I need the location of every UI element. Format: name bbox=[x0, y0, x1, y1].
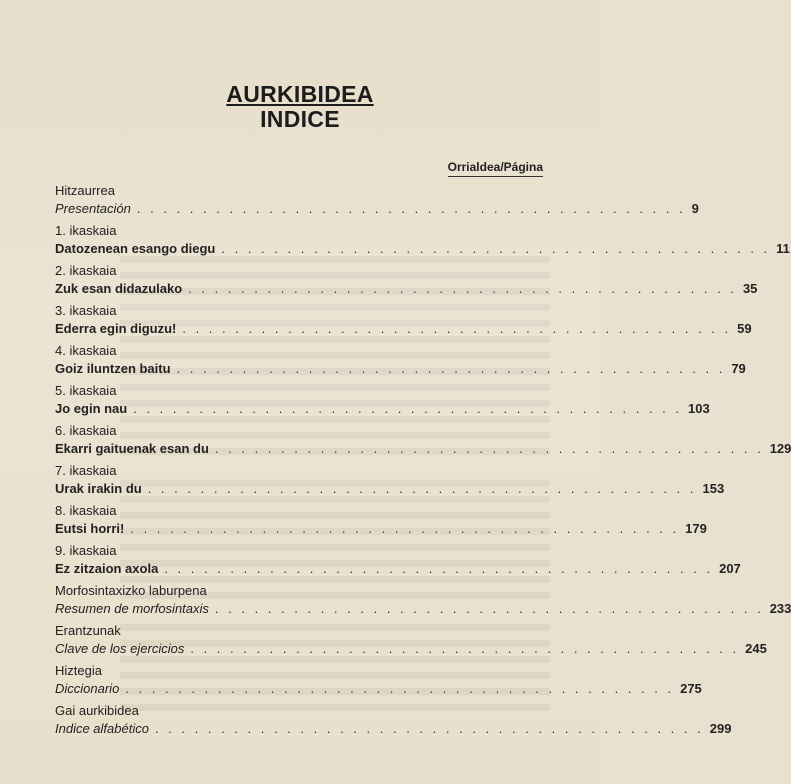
entry-label: 3. ikaskaia bbox=[55, 303, 117, 318]
toc-entry[interactable] bbox=[55, 583, 791, 623]
leader-dots: . . . . . . . . . . . . . . . . . . . . . . . . . . . . . . . . . . . . . . . . . . bbox=[188, 281, 737, 296]
entry-title: Datozenean esango diegu bbox=[55, 241, 216, 256]
toc-entry[interactable] bbox=[55, 303, 752, 343]
page-title: AURKIBIDEA bbox=[226, 81, 374, 107]
entry-page-number: 275 bbox=[680, 681, 702, 696]
entry-page-number: 245 bbox=[745, 641, 767, 656]
entry-title: Diccionario bbox=[55, 681, 120, 696]
entry-label: 2. ikaskaia bbox=[55, 263, 117, 278]
toc-entry[interactable] bbox=[55, 423, 791, 463]
entry-title: Eutsi horri! bbox=[55, 521, 125, 536]
entry-label: 1. ikaskaia bbox=[55, 223, 117, 238]
entry-title: Zuk esan didazulako bbox=[55, 281, 183, 296]
entry-page-number: 179 bbox=[685, 521, 707, 536]
page-column-header: Orrialdea/Página bbox=[448, 160, 543, 177]
toc-entry[interactable] bbox=[55, 543, 741, 583]
entry-page-number: 59 bbox=[737, 321, 752, 336]
entry-label: Erantzunak bbox=[55, 623, 121, 638]
leader-dots: . . . . . . . . . . . . . . . . . . . . . . . . . . . . . . . . . . . . . . . . . . bbox=[190, 641, 740, 656]
leader-dots: . . . . . . . . . . . . . . . . . . . . . . . . . . . . . . . . . . . . . . . . . . bbox=[214, 601, 764, 616]
title-block bbox=[0, 82, 600, 132]
leader-dots: . . . . . . . . . . . . . . . . . . . . . . . . . . . . . . . . . . . . . . . . . . bbox=[147, 481, 697, 496]
entry-page-number: 11 bbox=[776, 241, 790, 256]
leader-dots: . . . . . . . . . . . . . . . . . . . . . . . . . . . . . . . . . . . . . . . . . . bbox=[164, 561, 714, 576]
entry-label: 7. ikaskaia bbox=[55, 463, 117, 478]
leader-dots: . . . . . . . . . . . . . . . . . . . . . . . . . . . . . . . . . . . . . . . . . . bbox=[130, 521, 680, 536]
entry-title: Jo egin nau bbox=[55, 401, 128, 416]
entry-title: Urak irakin du bbox=[55, 481, 142, 496]
toc-entry[interactable] bbox=[55, 383, 710, 423]
entry-title: Ekarri gaituenak esan du bbox=[55, 441, 209, 456]
entry-label: Gai aurkibidea bbox=[55, 703, 139, 718]
toc-entry[interactable] bbox=[55, 703, 732, 743]
entry-page-number: 103 bbox=[688, 401, 710, 416]
entry-page-number: 129 bbox=[769, 441, 791, 456]
entry-label: Hiztegia bbox=[55, 663, 102, 678]
entry-page-number: 299 bbox=[709, 721, 732, 736]
leader-dots: . . . . . . . . . . . . . . . . . . . . . . . . . . . . . . . . . . . . . . . . . . bbox=[136, 201, 686, 216]
entry-title: Clave de los ejercicios bbox=[55, 641, 185, 656]
entry-label: Morfosintaxizko laburpena bbox=[55, 583, 207, 598]
leader-dots: . . . . . . . . . . . . . . . . . . . . . . . . . . . . . . . . . . . . . . . . . . bbox=[214, 441, 764, 456]
entry-title: Presentación bbox=[55, 201, 131, 216]
entry-title: Resumen de morfosintaxis bbox=[55, 601, 209, 616]
entry-title: Goiz iluntzen baitu bbox=[55, 361, 171, 376]
entry-title: Ederra egin diguzu! bbox=[55, 321, 177, 336]
entry-label: 9. ikaskaia bbox=[55, 543, 117, 558]
entry-page-number: 233 bbox=[769, 601, 791, 616]
entry-page-number: 207 bbox=[719, 561, 741, 576]
leader-dots: . . . . . . . . . . . . . . . . . . . . . . . . . . . . . . . . . . . . . . . . . . bbox=[125, 681, 675, 696]
page-subtitle: INDICE bbox=[260, 106, 340, 132]
entry-page-number: 9 bbox=[691, 201, 699, 216]
toc-entry[interactable] bbox=[55, 343, 746, 383]
entry-title: Indice alfabético bbox=[55, 721, 149, 736]
table-of-contents bbox=[55, 183, 791, 743]
toc-entry[interactable] bbox=[55, 183, 699, 223]
entry-label: 4. ikaskaia bbox=[55, 343, 117, 358]
toc-entry[interactable] bbox=[55, 623, 767, 663]
toc-entry[interactable] bbox=[55, 503, 707, 543]
toc-entry[interactable] bbox=[55, 263, 758, 303]
entry-page-number: 79 bbox=[731, 361, 746, 376]
leader-dots: . . . . . . . . . . . . . . . . . . . . . . . . . . . . . . . . . . . . . . . . . . bbox=[176, 361, 726, 376]
entry-label: 5. ikaskaia bbox=[55, 383, 117, 398]
toc-entry[interactable] bbox=[55, 463, 725, 503]
entry-page-number: 153 bbox=[702, 481, 725, 496]
toc-entry[interactable] bbox=[55, 223, 790, 263]
entry-title: Ez zitzaion axola bbox=[55, 561, 159, 576]
toc-entry[interactable] bbox=[55, 663, 702, 703]
leader-dots: . . . . . . . . . . . . . . . . . . . . . . . . . . . . . . . . . . . . . . . . . . bbox=[154, 721, 704, 736]
leader-dots: . . . . . . . . . . . . . . . . . . . . . . . . . . . . . . . . . . . . . . . . . . bbox=[221, 241, 771, 256]
entry-page-number: 35 bbox=[742, 281, 758, 296]
entry-label: 6. ikaskaia bbox=[55, 423, 117, 438]
entry-label: Hitzaurrea bbox=[55, 183, 115, 198]
leader-dots: . . . . . . . . . . . . . . . . . . . . . . . . . . . . . . . . . . . . . . . . . . bbox=[133, 401, 683, 416]
entry-label: 8. ikaskaia bbox=[55, 503, 117, 518]
leader-dots: . . . . . . . . . . . . . . . . . . . . . . . . . . . . . . . . . . . . . . . . . . bbox=[182, 321, 732, 336]
